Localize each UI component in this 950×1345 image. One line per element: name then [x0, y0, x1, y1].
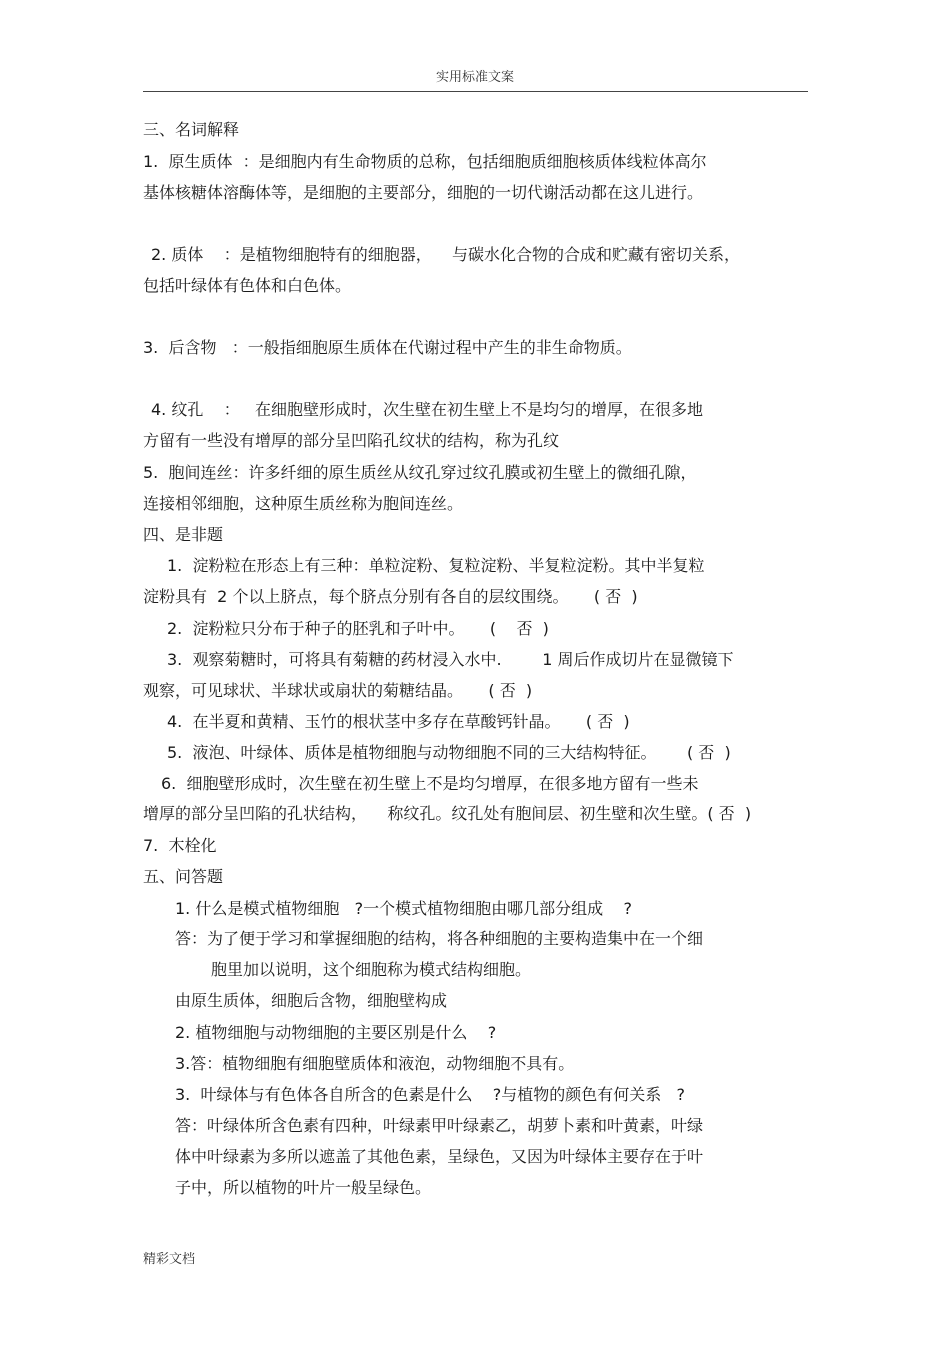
term-1-line-1: 1. 原生质体 ：是细胞内有生命物质的总称，包括细胞质细胞核质体线粒体高尔: [143, 152, 707, 171]
page-footer: 精彩文档: [143, 1252, 196, 1267]
qa-1-answer-line-2: 胞里加以说明，这个细胞称为模式结构细胞。: [211, 960, 532, 979]
qa-1-answer-line-3: 由原生质体，细胞后含物，细胞壁构成: [175, 991, 448, 1010]
term-4-line-1: 4. 纹孔 ： 在细胞壁形成时，次生壁在初生壁上不是均匀的增厚，在很多地: [151, 400, 703, 419]
tf-6-line-1: 6. 细胞壁形成时，次生壁在初生壁上不是均匀增厚，在很多地方留有一些未: [161, 774, 699, 793]
tf-1-line-2: 淀粉具有 2 个以上脐点，每个脐点分别有各自的层纹围绕。 ( 否 ): [143, 587, 638, 606]
qa-3-answer-line-1: 答：叶绿体所含色素有四种，叶绿素甲叶绿素乙，胡萝卜素和叶黄素，叶绿: [175, 1116, 704, 1135]
tf-6-line-2: 增厚的部分呈凹陷的孔状结构， 称纹孔。纹孔处有胞间层、初生壁和次生壁。( 否 ): [143, 804, 752, 823]
tf-5-line-1: 5. 液泡、叶绿体、质体是植物细胞与动物细胞不同的三大结构特征。 ( 否 ): [167, 743, 731, 762]
page-header: 实用标准文案: [435, 70, 514, 85]
tf-3-line-2: 观察，可见球状、半球状或扇状的菊糖结晶。 ( 否 ): [143, 681, 533, 700]
tf-3-line-1: 3. 观察菊糖时，可将具有菊糖的药材浸入水中. 1 周后作成切片在显微镜下: [167, 650, 734, 669]
qa-1-answer-line-1: 答：为了便于学习和掌握细胞的结构，将各种细胞的主要构造集中在一个细: [175, 929, 704, 948]
qa-2-answer: 3.答：植物细胞有细胞壁质体和液泡，动物细胞不具有。: [175, 1054, 575, 1073]
term-4-line-2: 方留有一些没有增厚的部分呈凹陷孔纹状的结构，称为孔纹: [143, 431, 560, 450]
tf-1-line-1: 1. 淀粉粒在形态上有三种：单粒淀粉、复粒淀粉、半复粒淀粉。其中半复粒: [167, 556, 705, 575]
header-divider: [143, 91, 808, 92]
section-heading-true-false: 四、是非题: [143, 525, 224, 544]
qa-3-answer-line-3: 子中，所以植物的叶片一般呈绿色。: [175, 1178, 432, 1197]
qa-3-answer-line-2: 体中叶绿素为多所以遮盖了其他色素，呈绿色，又因为叶绿体主要存在于叶: [175, 1147, 704, 1166]
term-5-line-2: 连接相邻细胞，这种原生质丝称为胞间连丝。: [143, 494, 464, 513]
term-2-line-1: 2. 质体 ：是植物细胞特有的细胞器， 与碳水化合物的合成和贮藏有密切关系，: [151, 245, 741, 264]
qa-2-question: 2. 植物细胞与动物细胞的主要区别是什么 ?: [175, 1023, 497, 1042]
section-heading-terms: 三、名词解释: [143, 120, 240, 139]
term-5-line-1: 5. 胞间连丝：许多纤细的原生质丝从纹孔穿过纹孔膜或初生壁上的微细孔隙，: [143, 463, 697, 482]
tf-2-line-1: 2. 淀粉粒只分布于种子的胚乳和子叶中。 ( 否 ): [167, 619, 549, 638]
qa-3-question: 3. 叶绿体与有色体各自所含的色素是什么 ?与植物的颜色有何关系 ?: [175, 1085, 686, 1104]
qa-1-question: 1. 什么是模式植物细胞 ?一个模式植物细胞由哪几部分组成 ?: [175, 899, 632, 918]
tf-7-line-1: 7. 木栓化: [143, 836, 217, 855]
term-3-line-1: 3. 后含物 ：一般指细胞原生质体在代谢过程中产生的非生命物质。: [143, 338, 632, 357]
term-2-line-2: 包括叶绿体有色体和白色体。: [143, 276, 352, 295]
tf-4-line-1: 4. 在半夏和黄精、玉竹的根状茎中多存在草酸钙针晶。 ( 否 ): [167, 712, 630, 731]
term-1-line-2: 基体核糖体溶酶体等，是细胞的主要部分，细胞的一切代谢活动都在这儿进行。: [143, 183, 704, 202]
section-heading-qa: 五、问答题: [143, 867, 224, 886]
